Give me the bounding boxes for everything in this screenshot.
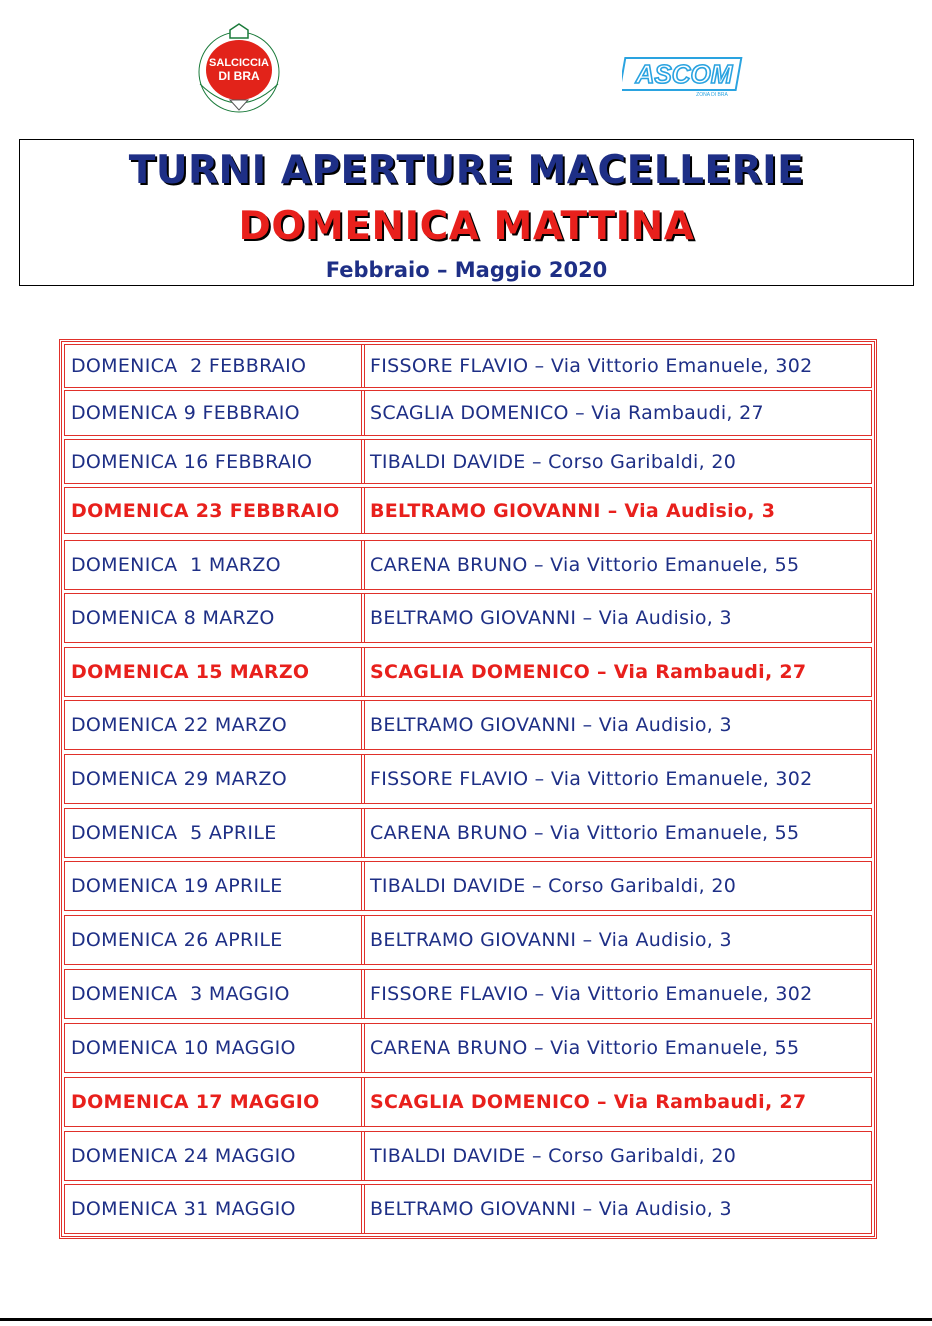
shop-cell: TIBALDI DAVIDE – Corso Garibaldi, 20: [370, 1145, 737, 1167]
date-cell: DOMENICA 9 FEBBRAIO: [71, 402, 300, 424]
table-row: [64, 861, 872, 911]
shop-cell: CARENA BRUNO – Via Vittorio Emanuele, 55: [370, 554, 800, 576]
shop-cell: SCAGLIA DOMENICO – Via Rambaudi, 27: [370, 661, 807, 683]
column-separator: [361, 808, 365, 858]
logo-line1: SALCICCIA: [209, 57, 269, 69]
column-separator: [361, 700, 365, 750]
column-separator: [361, 647, 365, 697]
shop-cell: BELTRAMO GIOVANNI – Via Audisio, 3: [370, 607, 732, 629]
ascom-name: ASCOM: [635, 59, 733, 89]
table-row: [64, 439, 872, 484]
column-separator: [361, 1131, 365, 1181]
shop-cell: FISSORE FLAVIO – Via Vittorio Emanuele, 302: [370, 983, 813, 1005]
shop-cell: BELTRAMO GIOVANNI – Via Audisio, 3: [370, 499, 776, 522]
page-subtitle: DOMENICA MATTINA: [238, 204, 695, 249]
column-separator: [361, 540, 365, 590]
table-row: [64, 1077, 872, 1127]
column-separator: [361, 487, 365, 534]
date-cell: DOMENICA 31 MAGGIO: [71, 1198, 296, 1220]
shop-cell: CARENA BRUNO – Via Vittorio Emanuele, 55: [370, 822, 800, 844]
column-separator: [361, 969, 365, 1019]
date-cell: DOMENICA 17 MAGGIO: [71, 1091, 320, 1113]
column-separator: [361, 1184, 365, 1234]
table-row: [64, 754, 872, 804]
date-cell: DOMENICA 3 MAGGIO: [71, 983, 290, 1005]
date-cell: DOMENICA 24 MAGGIO: [71, 1145, 296, 1167]
table-row: [64, 487, 872, 534]
column-separator: [361, 593, 365, 643]
table-row: [64, 647, 872, 697]
logo-line2: DI BRA: [218, 69, 260, 83]
date-cell: DOMENICA 19 APRILE: [71, 875, 283, 897]
shop-cell: TIBALDI DAVIDE – Corso Garibaldi, 20: [370, 450, 737, 473]
table-row: [64, 1184, 872, 1234]
salciccia-di-bra-logo: [190, 22, 288, 114]
column-separator: [361, 390, 365, 436]
date-cell: DOMENICA 5 APRILE: [71, 822, 277, 844]
column-separator: [361, 344, 365, 388]
date-cell: DOMENICA 10 MAGGIO: [71, 1037, 296, 1059]
date-cell: DOMENICA 29 MARZO: [71, 768, 287, 790]
shop-cell: BELTRAMO GIOVANNI – Via Audisio, 3: [370, 1198, 732, 1220]
shop-cell: TIBALDI DAVIDE – Corso Garibaldi, 20: [370, 875, 737, 897]
shop-cell: FISSORE FLAVIO – Via Vittorio Emanuele, 302: [370, 768, 813, 790]
shop-cell: FISSORE FLAVIO – Via Vittorio Emanuele, 302: [370, 355, 813, 377]
date-cell: DOMENICA 26 APRILE: [71, 929, 283, 951]
page-title: TURNI APERTURE MACELLERIE: [128, 148, 805, 193]
date-cell: DOMENICA 15 MARZO: [71, 661, 310, 683]
ascom-logo: [622, 54, 744, 98]
shop-cell: BELTRAMO GIOVANNI – Via Audisio, 3: [370, 714, 732, 736]
ascom-sub: ZONA DI BRA: [696, 92, 728, 98]
footer-divider: [0, 1318, 932, 1321]
table-row: [64, 915, 872, 965]
shop-cell: BELTRAMO GIOVANNI – Via Audisio, 3: [370, 929, 732, 951]
column-separator: [361, 1023, 365, 1073]
title-box: [19, 139, 914, 286]
shop-cell: SCAGLIA DOMENICO – Via Rambaudi, 27: [370, 1091, 807, 1113]
table-row: [64, 1131, 872, 1181]
table-row: [64, 808, 872, 858]
schedule-table: [59, 339, 877, 1239]
table-row: [64, 540, 872, 590]
period-label: Febbraio – Maggio 2020: [325, 258, 608, 282]
date-cell: DOMENICA 8 MARZO: [71, 607, 275, 629]
date-cell: DOMENICA 16 FEBBRAIO: [71, 450, 313, 473]
date-cell: DOMENICA 1 MARZO: [71, 554, 281, 576]
column-separator: [361, 861, 365, 911]
shop-cell: SCAGLIA DOMENICO – Via Rambaudi, 27: [370, 402, 764, 424]
date-cell: DOMENICA 22 MARZO: [71, 714, 287, 736]
date-cell: DOMENICA 23 FEBBRAIO: [71, 499, 340, 522]
table-row: [64, 969, 872, 1019]
table-row: [64, 700, 872, 750]
table-row: [64, 1023, 872, 1073]
column-separator: [361, 439, 365, 484]
column-separator: [361, 754, 365, 804]
date-cell: DOMENICA 2 FEBBRAIO: [71, 355, 307, 377]
table-row: [64, 593, 872, 643]
shop-cell: CARENA BRUNO – Via Vittorio Emanuele, 55: [370, 1037, 800, 1059]
table-row: [64, 390, 872, 436]
table-row: [64, 344, 872, 388]
column-separator: [361, 1077, 365, 1127]
column-separator: [361, 915, 365, 965]
